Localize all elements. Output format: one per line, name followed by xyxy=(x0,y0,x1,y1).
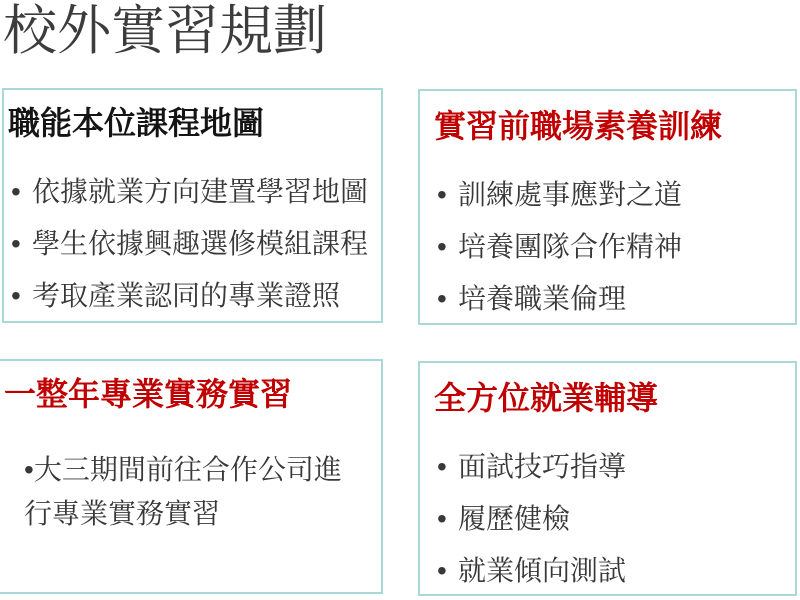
card-curriculum-map xyxy=(2,88,383,323)
bullet-item: • 履歷健檢 xyxy=(434,504,787,534)
bullet-item: • 培養團隊合作精神 xyxy=(434,232,787,262)
bullet-item: • 訓練處事應對之道 xyxy=(434,180,787,210)
card-heading: 一整年專業實務實習 xyxy=(4,376,293,412)
card-full-year-internship xyxy=(0,359,383,594)
bullet-item: • 大三期間前往合作公司進行專業實務實習 xyxy=(4,448,351,536)
bullet-list xyxy=(434,180,787,314)
page-title: 校外實習規劃 xyxy=(3,1,327,61)
card-heading: 全方位就業輔導 xyxy=(434,380,659,416)
bullet-item: • 學生依據興趣選修模組課程 xyxy=(8,229,379,259)
bullet-list xyxy=(434,452,787,586)
bullet-item: • 考取產業認同的專業證照 xyxy=(8,281,379,311)
card-pre-internship-training xyxy=(418,89,797,325)
bullet-item: • 培養職業倫理 xyxy=(434,284,787,314)
card-career-counseling xyxy=(418,361,797,596)
bullet-list xyxy=(8,177,379,311)
bullet-item: • 依據就業方向建置學習地圖 xyxy=(8,177,379,207)
bullet-item: • 面試技巧指導 xyxy=(434,452,787,482)
card-heading: 職能本位課程地圖 xyxy=(8,105,265,141)
card-heading: 實習前職場素養訓練 xyxy=(434,108,723,144)
bullet-item: • 就業傾向測試 xyxy=(434,556,787,586)
